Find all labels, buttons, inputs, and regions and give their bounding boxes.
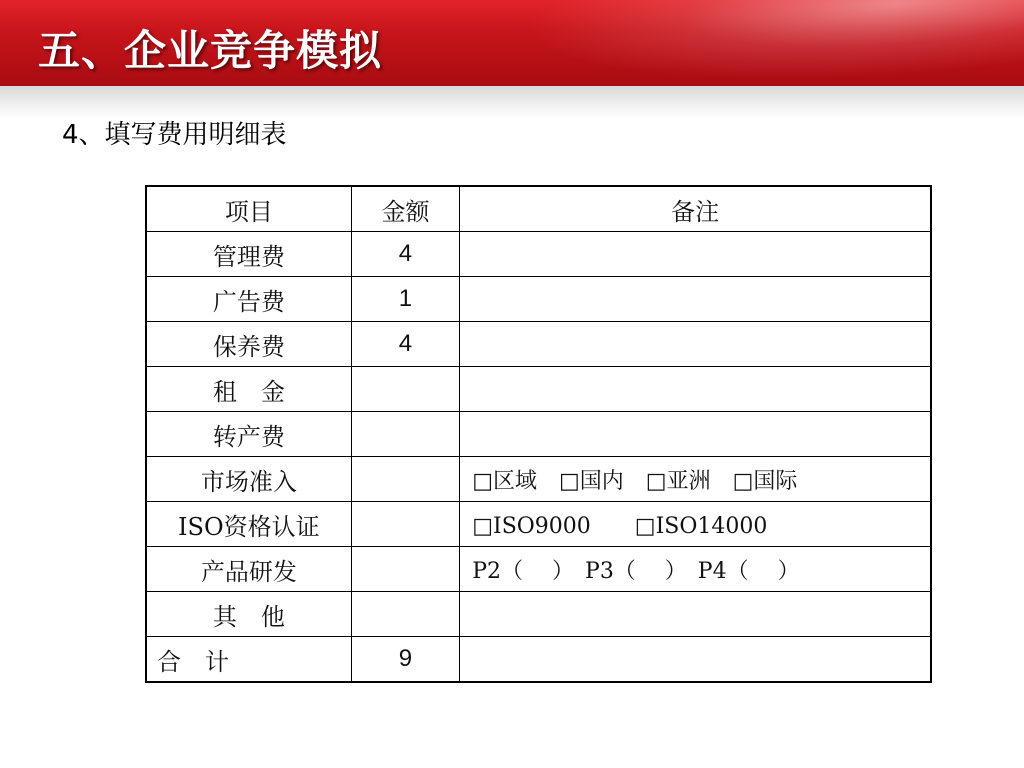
expense-table — [145, 185, 932, 683]
table-row — [146, 367, 931, 412]
row-amount-cell[interactable] — [351, 592, 460, 637]
row-item-cell: 广告费 — [146, 277, 351, 322]
row-item-cell: 市场准入 — [146, 457, 351, 502]
row-amount-cell[interactable] — [351, 502, 460, 547]
row-amount-cell[interactable]: 4 — [351, 322, 460, 367]
row-note-cell[interactable] — [460, 277, 931, 322]
section-subtitle: 4、填写费用明细表 — [62, 120, 287, 150]
row-amount-cell[interactable] — [351, 367, 460, 412]
column-header-item: 项目 — [146, 186, 351, 232]
table-row — [146, 412, 931, 457]
table-row — [146, 592, 931, 637]
column-header-note: 备注 — [460, 186, 931, 232]
row-item-cell: 租 金 — [146, 367, 351, 412]
row-amount-cell[interactable]: 1 — [351, 277, 460, 322]
table-header-row — [146, 186, 931, 232]
row-note-cell[interactable] — [460, 322, 931, 367]
row-amount-cell[interactable] — [351, 457, 460, 502]
row-note-cell[interactable] — [460, 367, 931, 412]
table-row — [146, 277, 931, 322]
row-amount-cell[interactable] — [351, 547, 460, 592]
table-row — [146, 502, 931, 547]
table-row — [146, 457, 931, 502]
column-header-amount: 金额 — [351, 186, 460, 232]
row-item-cell: 保养费 — [146, 322, 351, 367]
row-item-cell: 其 他 — [146, 592, 351, 637]
page-title: 五、企业竞争模拟 — [38, 26, 383, 75]
market-entry-options[interactable]: □区域 □国内 □亚洲 □国际 — [460, 457, 931, 502]
row-item-cell: ISO资格认证 — [146, 502, 351, 547]
product-rd-fields[interactable]: P2（ ） P3（ ） P4（ ） — [460, 547, 931, 592]
table-row — [146, 322, 931, 367]
table-row-total — [146, 637, 931, 683]
row-note-cell[interactable] — [460, 592, 931, 637]
total-amount-cell: 9 — [351, 637, 460, 683]
row-amount-cell[interactable] — [351, 412, 460, 457]
iso-certification-options[interactable]: □ISO9000 □ISO14000 — [460, 502, 931, 547]
row-item-cell: 管理费 — [146, 232, 351, 277]
row-note-cell[interactable] — [460, 637, 931, 683]
total-label-cell: 合 计 — [146, 637, 351, 683]
row-item-cell: 转产费 — [146, 412, 351, 457]
table-row — [146, 547, 931, 592]
row-amount-cell[interactable]: 4 — [351, 232, 460, 277]
row-note-cell[interactable] — [460, 232, 931, 277]
row-note-cell[interactable] — [460, 412, 931, 457]
row-item-cell: 产品研发 — [146, 547, 351, 592]
table-row — [146, 232, 931, 277]
